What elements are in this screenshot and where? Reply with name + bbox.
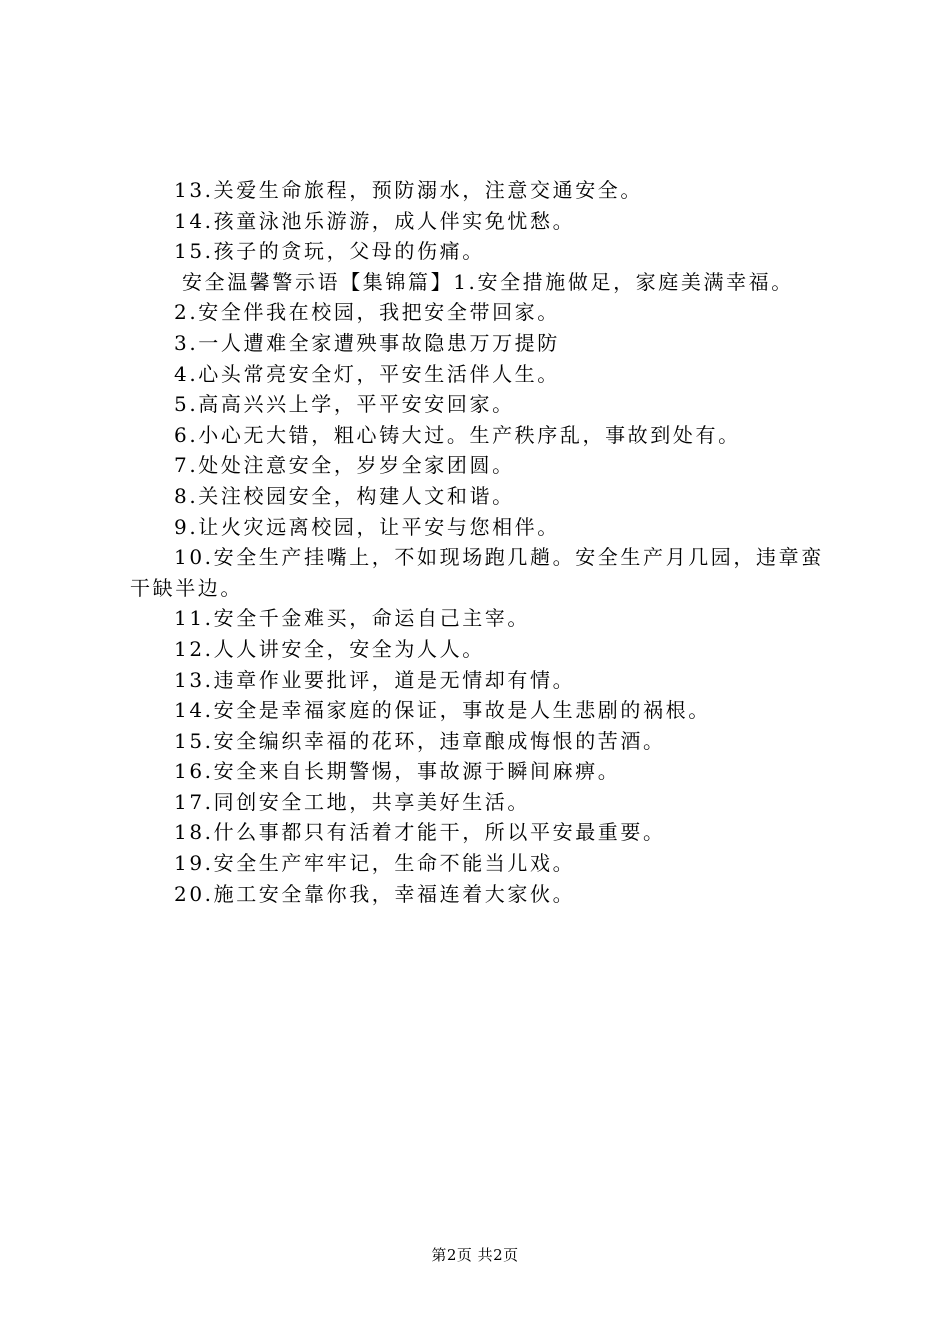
paragraph: 12.人人讲安全，安全为人人。	[174, 636, 485, 661]
paragraph: 17.同创安全工地，共享美好生活。	[174, 789, 531, 814]
paragraph: 19.安全生产牢牢记，生命不能当儿戏。	[174, 851, 576, 876]
page-footer: 第2页 共2页	[431, 1246, 519, 1264]
paragraph: 11.安全千金难买，命运自己主宰。	[174, 606, 531, 631]
section-heading-paragraph: 安全温馨警示语【集锦篇】1.安全措施做足，家庭美满幸福。	[182, 269, 794, 294]
paragraph: 8.关注校园安全，构建人文和谐。	[174, 483, 515, 508]
paragraph: 20.施工安全靠你我，幸福连着大家伙。	[174, 881, 576, 906]
paragraph: 14.安全是幸福家庭的保证，事故是人生悲剧的祸根。	[174, 698, 711, 723]
paragraph: 13.违章作业要批评，道是无情却有情。	[174, 667, 576, 692]
document-body	[130, 175, 830, 909]
paragraph: 3.一人遭难全家遭殃事故隐患万万提防	[174, 330, 560, 355]
paragraph: 4.心头常亮安全灯，平安生活伴人生。	[174, 361, 560, 386]
paragraph: 15.安全编织幸福的花环，违章酿成悔恨的苦酒。	[174, 728, 666, 753]
paragraph: 7.处处注意安全，岁岁全家团圆。	[174, 453, 515, 478]
paragraph: 13.关爱生命旅程，预防溺水，注意交通安全。	[174, 178, 644, 202]
paragraph: 5.高高兴兴上学，平平安安回家。	[174, 392, 515, 417]
paragraph: 18.什么事都只有活着才能干，所以平安最重要。	[174, 820, 666, 845]
paragraph: 6.小心无大错，粗心铸大过。生产秩序乱，事故到处有。	[174, 422, 741, 447]
paragraph: 15.孩子的贪玩，父母的伤痛。	[174, 239, 485, 264]
paragraph: 14.孩童泳池乐游游，成人伴实免忧愁。	[174, 208, 576, 233]
paragraph: 16.安全来自长期警惕，事故源于瞬间麻痹。	[174, 759, 621, 784]
paragraph: 9.让火灾远离校园，让平安与您相伴。	[174, 514, 560, 539]
paragraph: 10.安全生产挂嘴上，不如现场跑几趟。安全生产月几园，违章蛮干缺半边。	[130, 545, 824, 600]
paragraph: 2.安全伴我在校园，我把安全带回家。	[174, 300, 560, 325]
